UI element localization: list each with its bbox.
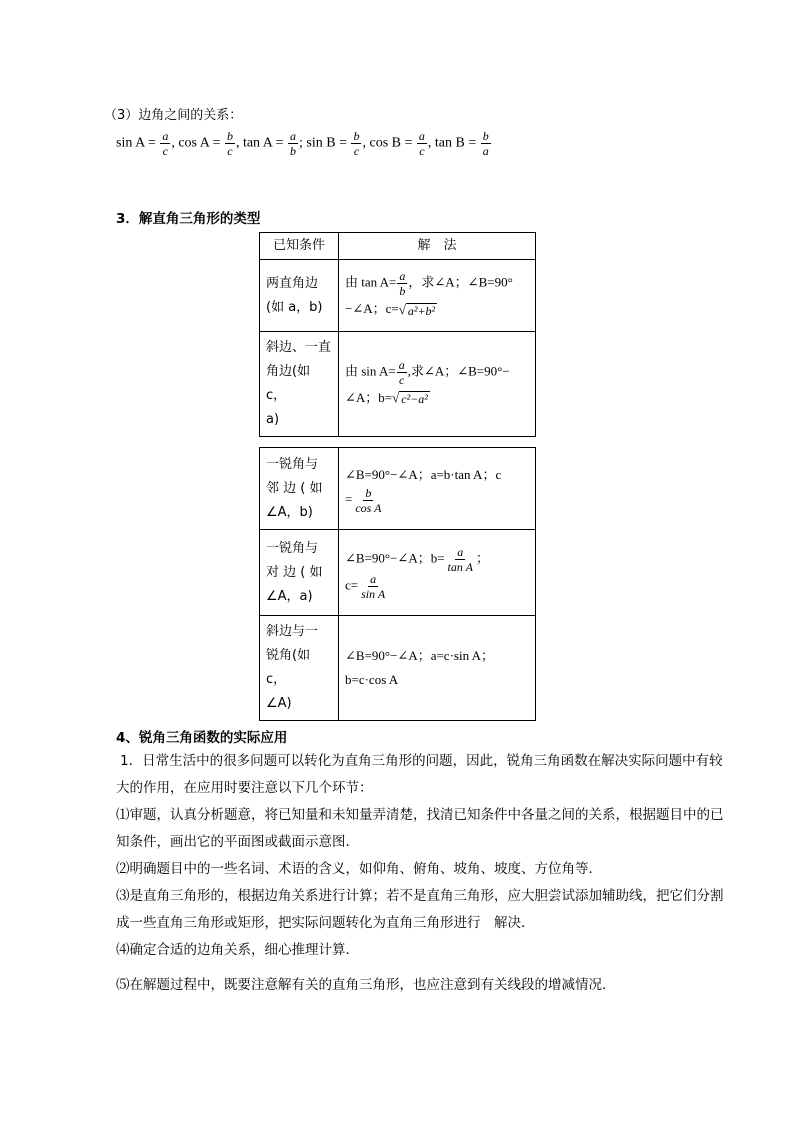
cosA-label: , cos A = <box>171 135 221 151</box>
solution-table-1 <box>259 232 536 437</box>
section-heading-4: 4、锐角三角函数的实际应用 <box>116 730 288 746</box>
known-cell: 斜边与一 锐角(如 c， ∠A) <box>260 616 339 721</box>
header-known: 已知条件 <box>260 233 339 260</box>
method-cell: ∠B=90°−∠A；a=c·sin A； b=c·cos A <box>339 616 536 721</box>
known-cell: 斜边、一直 角边(如 c， a) <box>260 332 339 437</box>
table-row <box>260 332 536 437</box>
method-cell: 由 tan A= $\frac{a}{b}$ ，求∠A；∠B=90° −∠A；c= √ a²+b² <box>339 260 536 332</box>
known-cell: 一锐角与 对 边 ( 如 ∠A，a) <box>260 530 339 616</box>
header-method: 解 法 <box>339 233 536 260</box>
method-cell: 由 sin A= $\frac{a}{c}$ ,求∠A；∠B=90°− ∠A；b= √ c²−a² <box>339 332 536 437</box>
paragraph-step-4: ⑷确定合适的边角关系，细心推理计算． <box>116 942 359 958</box>
sinB-fraction: $\frac{b}{c}$ <box>353 129 360 158</box>
paragraph-step-5: ⑸在解题过程中，既要注意解有关的直角三角形，也应注意到有关线段的增减情况． <box>116 977 616 993</box>
paragraph-step-1: ⑴审题，认真分析题意，将已知量和未知量弄清楚，找清已知条件中各量之间的关系，根据题目中的已知条件，画出它的平面图或截面示意图． <box>116 807 724 850</box>
method-cell: ∠B=90°−∠A；b= $\frac{a}{\text{tan A}}$ ； c= $\frac{a}{\text{sin A}}$ <box>339 530 536 616</box>
paragraph-intro: 1．日常生活中的很多问题可以转化为直角三角形的问题，因此，锐角三角函数在解决实际问题中有较大的作用，在应用时要注意以下几个环节： <box>116 753 723 796</box>
paragraph-step-2: ⑵明确题目中的一些名词、术语的含义，如仰角、俯角、坡角、坡度、方位角等． <box>116 861 602 877</box>
sinA-label: sin A = <box>116 135 156 151</box>
known-cell: 两直角边 (如 a，b) <box>260 260 339 332</box>
cosA-fraction: $\frac{b}{c}$ <box>226 129 233 158</box>
tanA-label: , tan A = <box>235 135 284 151</box>
table-row <box>260 530 536 616</box>
table-row <box>260 448 536 530</box>
cosB-label: , cos B = <box>362 135 413 151</box>
table-header-row <box>260 233 536 260</box>
table-row <box>260 260 536 332</box>
subsection-title: （3）边角之间的关系： <box>104 108 243 123</box>
known-cell: 一锐角与 邻 边 ( 如 ∠A，b) <box>260 448 339 530</box>
cosB-fraction: $\frac{a}{c}$ <box>418 129 425 158</box>
tanA-fraction: $\frac{a}{b}$ <box>290 129 297 158</box>
tanB-fraction: $\frac{b}{a}$ <box>482 129 489 158</box>
solution-table-2 <box>259 447 536 721</box>
paragraph-step-3: ⑶是直角三角形的，根据边角关系进行计算；若不是直角三角形，应大胆尝试添加辅助线，把它们分割成一些直角三角形或矩形，把实际问题转化为直角三角形进行 解决． <box>116 888 724 931</box>
tanB-label: , tan B = <box>427 135 477 151</box>
table-row <box>260 616 536 721</box>
section-heading-3: 3．解直角三角形的类型 <box>116 211 261 227</box>
sinA-fraction: $\frac{a}{c}$ <box>162 129 169 158</box>
sinB-label: ; sin B = <box>299 135 347 151</box>
relations-formula <box>116 130 492 157</box>
method-cell: ∠B=90°−∠A；a=b·tan A；c = $\frac{b}{\text{cos A}}$ <box>339 448 536 530</box>
